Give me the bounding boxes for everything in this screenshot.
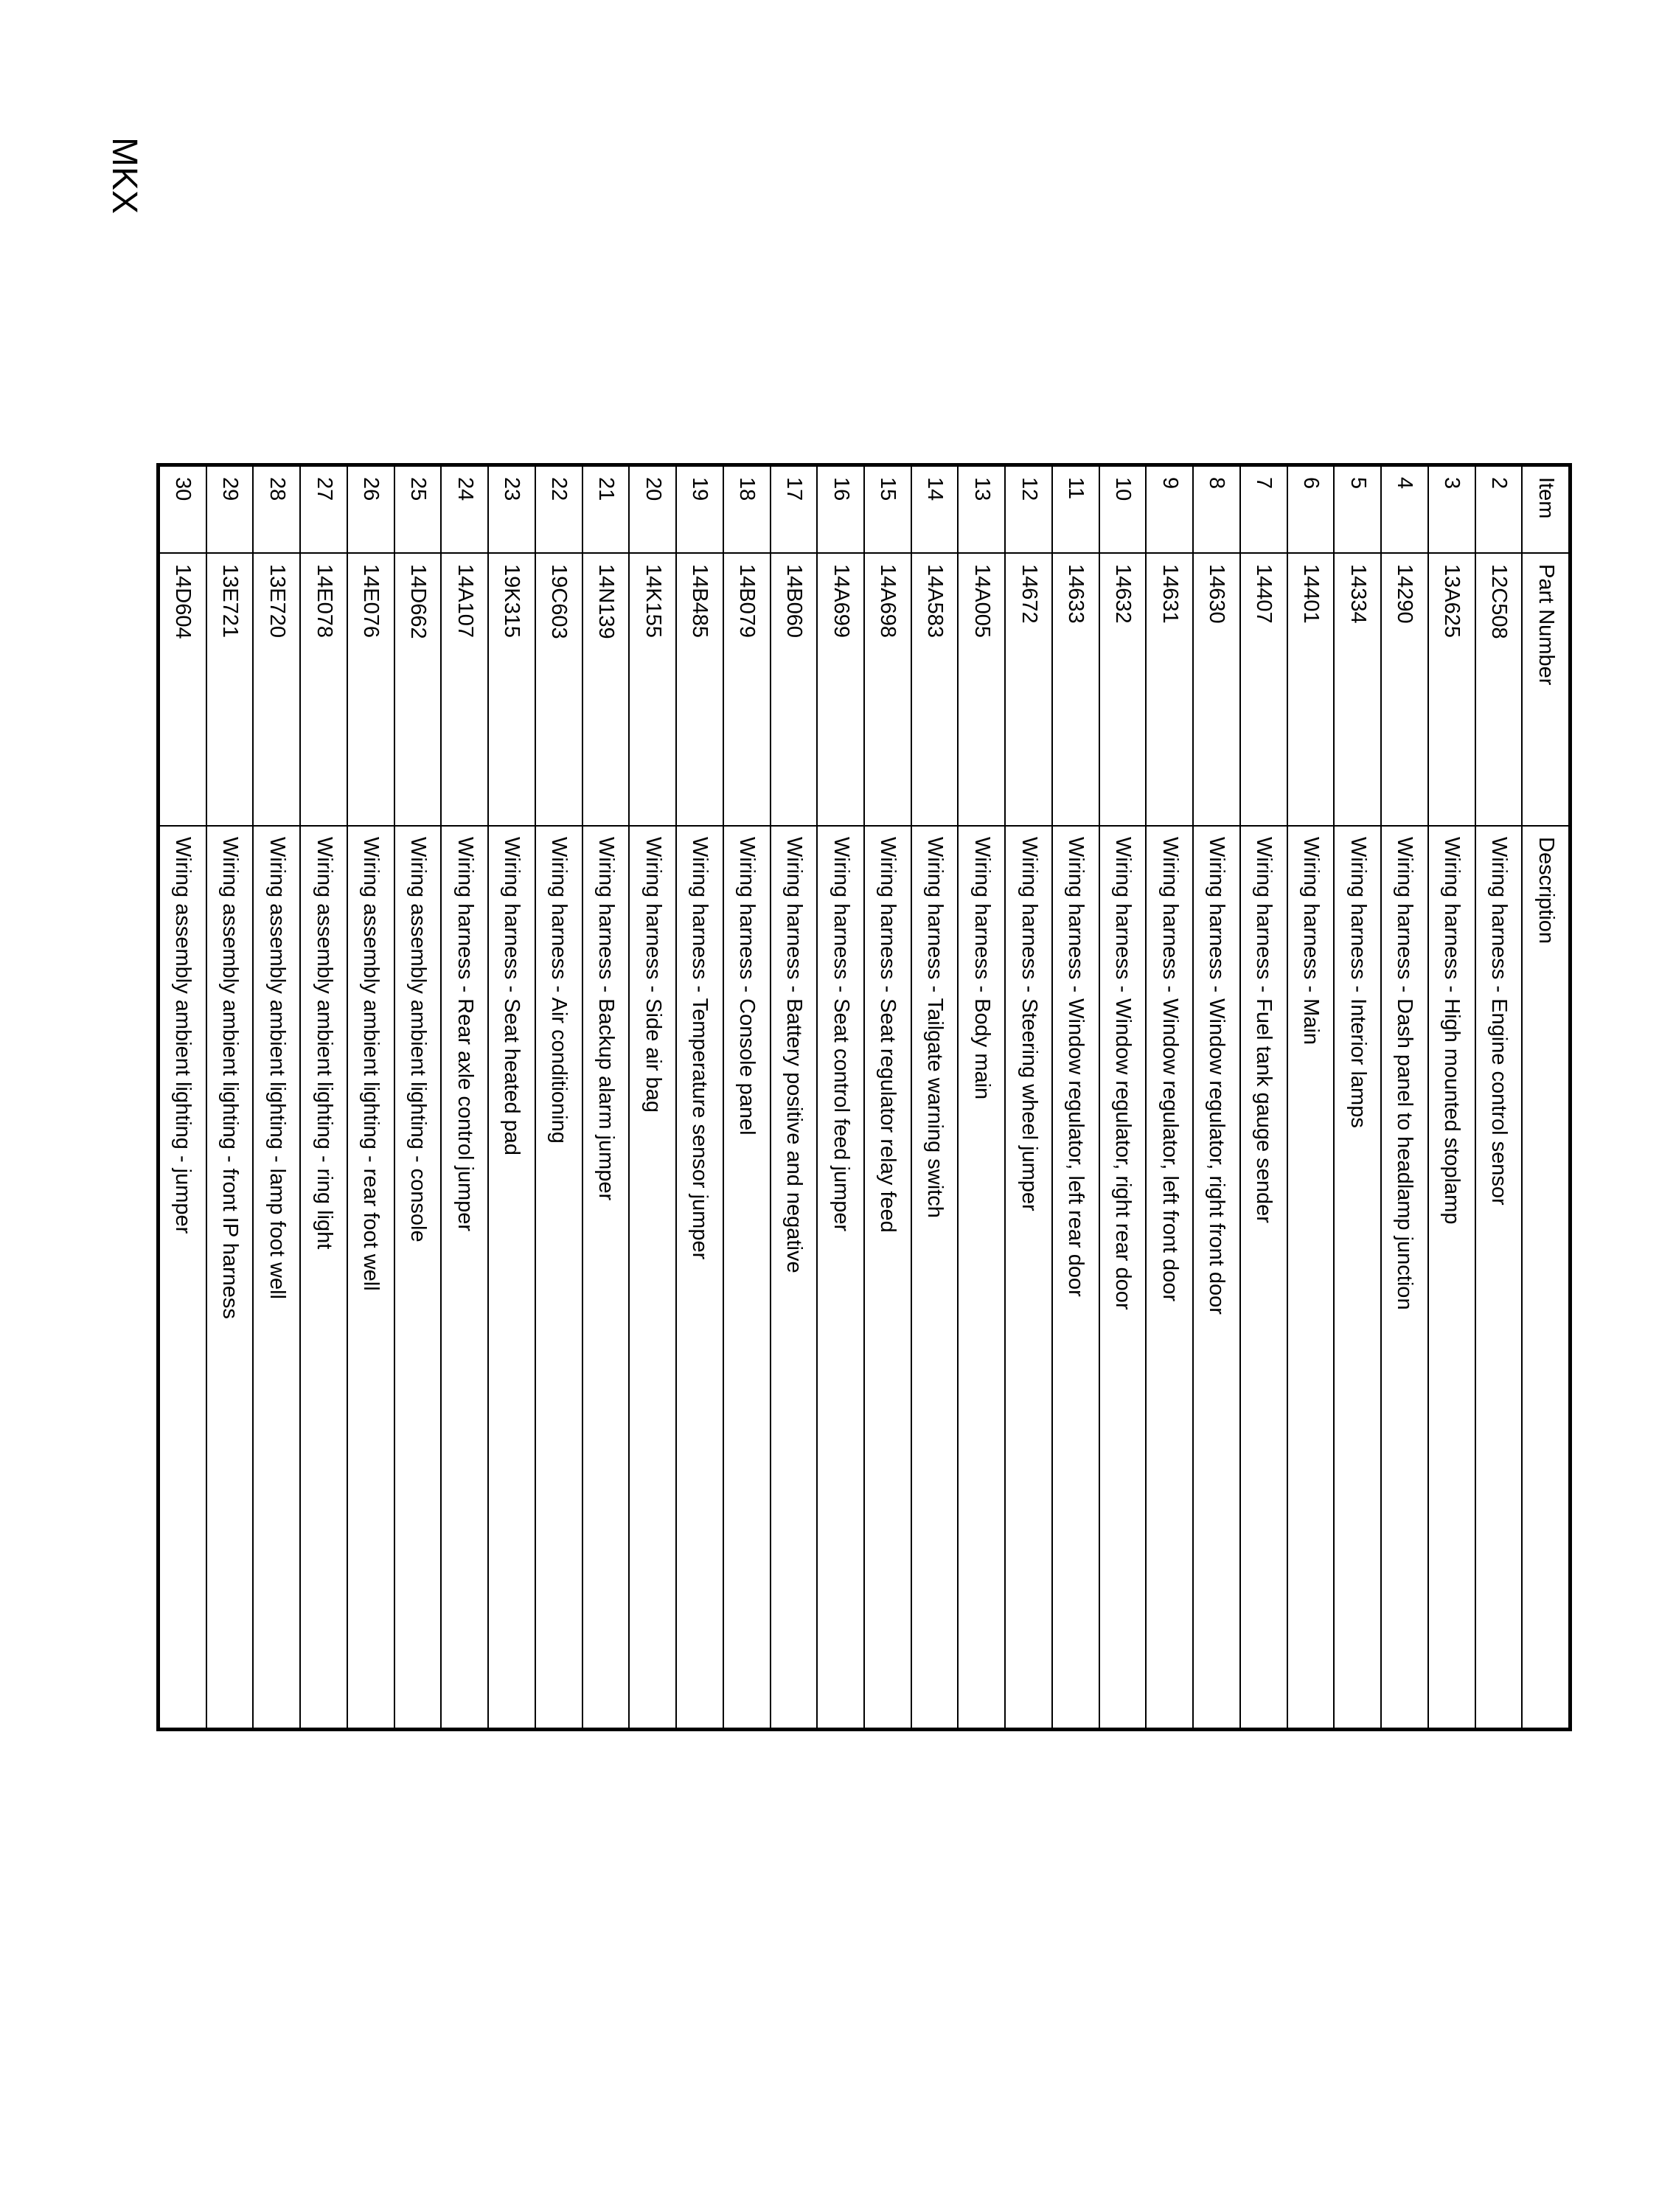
item-cell: 3 <box>1429 467 1475 554</box>
item-cell: 6 <box>1288 467 1334 554</box>
item-cell: 7 <box>1241 467 1287 554</box>
description-cell: Wiring harness - Side air bag <box>641 837 665 1113</box>
part-number-cell: 14401 <box>1288 554 1334 827</box>
description-cell: Wiring harness - Temperature sensor jumper <box>688 837 712 1260</box>
part-number-cell: 14A107 <box>442 554 487 827</box>
description-cell: Wiring harness - Window regulator, left front door <box>1158 837 1182 1302</box>
table-row <box>489 467 536 1728</box>
part-number-cell: 14E078 <box>301 554 347 827</box>
table-header-row <box>1523 467 1568 1728</box>
item-cell: 13 <box>959 467 1004 554</box>
part-number-cell: 14633 <box>1053 554 1099 827</box>
part-number-cell: 19K315 <box>489 554 535 827</box>
part-number-cell: 14672 <box>1006 554 1051 827</box>
part-number-cell: 14632 <box>1100 554 1146 827</box>
part-number-cell: 14K155 <box>630 554 675 827</box>
table-row <box>1288 467 1335 1728</box>
description-cell: Wiring harness - Seat heated pad <box>500 837 524 1156</box>
table-row <box>395 467 442 1728</box>
item-cell: 2 <box>1476 467 1522 554</box>
part-number-cell: 13E720 <box>254 554 299 827</box>
table-row <box>207 467 254 1728</box>
description-cell: Wiring harness - Air conditioning <box>547 837 571 1144</box>
item-cell: 8 <box>1194 467 1239 554</box>
description-cell: Wiring harness - Tailgate warning switch <box>923 837 947 1218</box>
table-row <box>1194 467 1241 1728</box>
part-number-cell: 14631 <box>1147 554 1192 827</box>
item-cell: 4 <box>1382 467 1427 554</box>
part-number-cell: 13A625 <box>1429 554 1475 827</box>
item-cell: 29 <box>207 467 253 554</box>
item-cell: 18 <box>724 467 770 554</box>
part-number-cell: 14290 <box>1382 554 1427 827</box>
table-row <box>301 467 348 1728</box>
parts-table <box>156 463 1572 1731</box>
description-cell: Wiring assembly ambient lighting - jumper <box>171 837 195 1234</box>
table-row <box>254 467 301 1728</box>
part-number-cell: 19C603 <box>536 554 582 827</box>
description-cell: Wiring harness - Backup alarm jumper <box>594 837 618 1201</box>
table-row <box>1429 467 1476 1728</box>
table-row <box>1335 467 1382 1728</box>
description-cell: Wiring harness - Console panel <box>735 837 759 1135</box>
item-cell: 9 <box>1147 467 1192 554</box>
part-number-cell: 13E721 <box>207 554 253 827</box>
description-cell: Wiring harness - Engine control sensor <box>1486 837 1511 1206</box>
part-number-cell: 14D662 <box>395 554 441 827</box>
table-row <box>677 467 724 1728</box>
description-cell: Wiring assembly ambient lighting - ring light <box>312 837 336 1250</box>
part-number-cell: 14A699 <box>818 554 863 827</box>
item-cell: 19 <box>677 467 723 554</box>
part-number-cell: 14N139 <box>583 554 629 827</box>
item-cell: 14 <box>912 467 958 554</box>
table-row <box>1241 467 1288 1728</box>
part-number-cell: 14B079 <box>724 554 770 827</box>
description-cell: Wiring harness - Seat control feed jumper <box>829 837 853 1232</box>
description-cell: Wiring harness - Window regulator, right front door <box>1205 837 1229 1315</box>
table-row <box>1006 467 1053 1728</box>
table-row <box>1147 467 1194 1728</box>
item-cell: 16 <box>818 467 863 554</box>
table-row <box>912 467 959 1728</box>
part-number-cell: 14407 <box>1241 554 1287 827</box>
description-cell: Wiring assembly ambient lighting - rear foot well <box>359 837 383 1291</box>
description-cell: Wiring assembly ambient lighting - lamp foot well <box>265 837 289 1299</box>
part-number-cell: 14A005 <box>959 554 1004 827</box>
table-row <box>348 467 395 1728</box>
item-cell: 12 <box>1006 467 1051 554</box>
table-row <box>1382 467 1429 1728</box>
table-row <box>583 467 630 1728</box>
page-title: MKX <box>105 137 144 215</box>
description-cell: Wiring assembly ambient lighting - console <box>406 837 431 1242</box>
description-cell: Wiring harness - Window regulator, right rear door <box>1111 837 1135 1310</box>
part-number-cell: 14A583 <box>912 554 958 827</box>
description-cell: Wiring harness - Rear axle control jumper <box>453 837 477 1232</box>
item-cell: 25 <box>395 467 441 554</box>
header-item: Item <box>1523 467 1568 554</box>
table-row <box>536 467 583 1728</box>
description-cell: Wiring harness - High mounted stoplamp <box>1440 837 1464 1225</box>
description-cell: Wiring harness - Dash panel to headlamp junction <box>1393 837 1417 1310</box>
description-cell: Wiring harness - Battery positive and negative <box>782 837 806 1273</box>
header-part-number: Part Number <box>1523 554 1568 827</box>
item-cell: 30 <box>160 467 206 554</box>
part-number-cell: 14E076 <box>348 554 394 827</box>
description-cell: Wiring harness - Body main <box>970 837 994 1100</box>
table-row <box>630 467 677 1728</box>
table-row <box>1100 467 1147 1728</box>
description-cell: Wiring harness - Window regulator, left rear door <box>1064 837 1088 1297</box>
item-cell: 20 <box>630 467 675 554</box>
part-number-cell: 14334 <box>1335 554 1380 827</box>
part-number-cell: 14630 <box>1194 554 1239 827</box>
description-cell: Wiring assembly ambient lighting - front IP harness <box>218 837 243 1319</box>
part-number-cell: 12C508 <box>1476 554 1522 827</box>
item-cell: 17 <box>771 467 817 554</box>
part-number-cell: 14B060 <box>771 554 817 827</box>
part-number-cell: 14B485 <box>677 554 723 827</box>
description-cell: Wiring harness - Interior lamps <box>1346 837 1370 1128</box>
table-row <box>959 467 1006 1728</box>
part-number-cell: 14D604 <box>160 554 206 827</box>
table-row <box>771 467 818 1728</box>
table-row <box>724 467 771 1728</box>
table-row <box>818 467 865 1728</box>
table-row <box>1053 467 1100 1728</box>
item-cell: 28 <box>254 467 299 554</box>
item-cell: 5 <box>1335 467 1380 554</box>
item-cell: 27 <box>301 467 347 554</box>
table-row <box>1476 467 1523 1728</box>
item-cell: 23 <box>489 467 535 554</box>
part-number-cell: 14A698 <box>865 554 911 827</box>
table-row <box>865 467 912 1728</box>
item-cell: 26 <box>348 467 394 554</box>
description-cell: Wiring harness - Fuel tank gauge sender <box>1252 837 1276 1223</box>
item-cell: 24 <box>442 467 487 554</box>
item-cell: 11 <box>1053 467 1099 554</box>
item-cell: 21 <box>583 467 629 554</box>
description-cell: Wiring harness - Main <box>1298 837 1323 1046</box>
header-description: Description <box>1534 837 1558 945</box>
description-cell: Wiring harness - Seat regulator relay feed <box>876 837 900 1233</box>
item-cell: 10 <box>1100 467 1146 554</box>
table-row <box>442 467 489 1728</box>
item-cell: 15 <box>865 467 911 554</box>
item-cell: 22 <box>536 467 582 554</box>
table-row <box>160 467 207 1728</box>
description-cell: Wiring harness - Steering wheel jumper <box>1017 837 1041 1211</box>
